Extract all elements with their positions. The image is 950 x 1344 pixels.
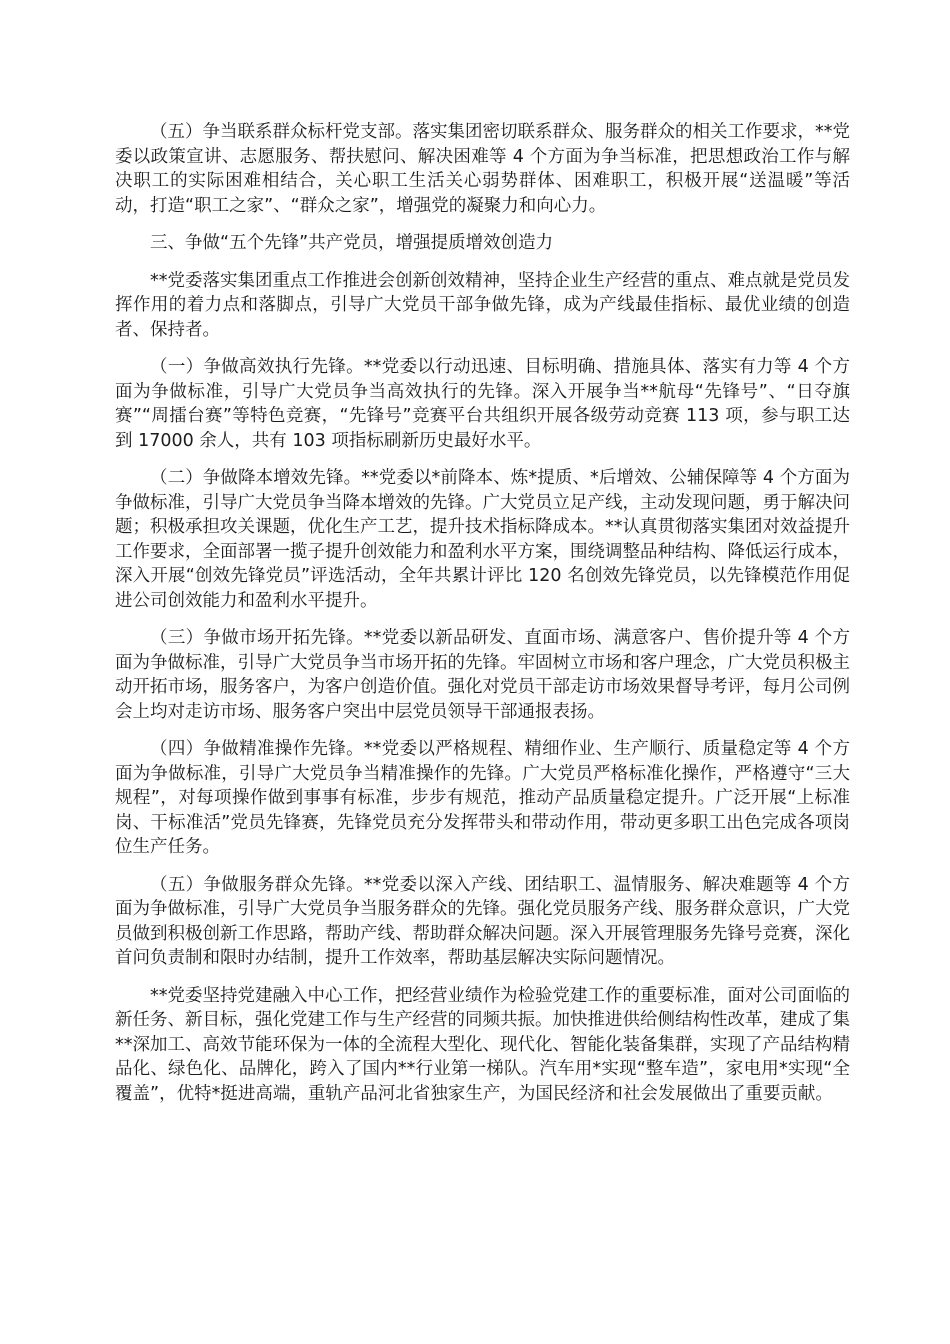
paragraph-five-serve-masses: （五）争做服务群众先锋。**党委以深入产线、团结职工、温情服务、解决难题等 4 个方面为争做标准，引导广大党员争当服务群众的先锋。强化党员服务产线、服务群众意识，广大党员做到积极创新工作思路，帮助产线、帮助群众解决问题。深入开展管理服务先锋号竞赛，深化首问负责制和限时办结制，提升工作效率，帮助基层解决实际问题情况。: [115, 874, 850, 968]
paragraph-one-efficient-execution: （一）争做高效执行先锋。**党委以行动迅速、目标明确、措施具体、落实有力等 4 个方面为争做标准，引导广大党员争当高效执行的先锋。深入开展争当**航母“先锋号”、“日夺旗赛”“周擂台赛”等特色竞赛，“先锋号”竞赛平台共组织开展各级劳动竞赛 113 项，参与职工达到 17000 余人，共有 103 项指标刷新历史最好水平。: [115, 357, 850, 451]
document-body: [115, 120, 850, 1119]
paragraph-three-market-expansion: （三）争做市场开拓先锋。**党委以新品研发、直面市场、满意客户、售价提升等 4 个方面为争做标准，引导广大党员争当市场开拓的先锋。牢固树立市场和客户理念，广大党员积极主动开拓市场，服务客户，为客户创造价值。强化对党员干部走访市场效果督导考评，每月公司例会上均对走访市场、服务客户突出中层党员领导干部通报表扬。: [115, 628, 850, 722]
section-heading-three: 三、争做“五个先锋”共产党员，增强提质增效创造力: [150, 233, 554, 253]
paragraph-intro-five-pioneers: **党委落实集团重点工作推进会创新创效精神，坚持企业生产经营的重点、难点就是党员发挥作用的着力点和落脚点，引导广大党员干部争做先锋，成为产线最佳指标、最优业绩的创造者、保持者。: [115, 270, 850, 340]
paragraph-two-cost-reduction: （二）争做降本增效先锋。**党委以*前降本、炼*提质、*后增效、公辅保障等 4 个方面为争做标准，引导广大党员争当降本增效的先锋。广大党员立足产线，主动发现问题，勇于解决问题；积极承担攻关课题，优化生产工艺，提升技术指标降成本。**认真贯彻落实集团对效益提升工作要求，全面部署一揽子提升创效能力和盈利水平方案，围绕调整品种结构、降低运行成本，深入开展“创效先锋党员”评选活动，全年共累计评比 120 名创效先锋党员，以先锋模范作用促进公司创效能力和盈利水平提升。: [115, 468, 850, 611]
paragraph-four-precise-operation: （四）争做精准操作先锋。**党委以严格规程、精细作业、生产顺行、质量稳定等 4 个方面为争做标准，引导广大党员争当精准操作的先锋。广大党员严格标准化操作，严格遵守“三大规程”，对每项操作做到事事有标准，步步有规范，推动产品质量稳定提升。广泛开展“上标准岗、干标准活”党员先锋赛，先锋党员充分发挥带头和带动作用，带动更多职工出色完成各项岗位生产任务。: [115, 739, 850, 857]
paragraph-conclusion: **党委坚持党建融入中心工作，把经营业绩作为检验党建工作的重要标准，面对公司面临的新任务、新目标，强化党建工作与生产经营的同频共振。加快推进供给侧结构性改革，建成了集**深加工、高效节能环保为一体的全流程大型化、现代化、智能化装备集群，实现了产品结构精品化、绿色化、品牌化，跨入了国内**行业第一梯队。汽车用*实现“整车造”，家电用*实现“全覆盖”，优特*挺进高端，重轨产品河北省独家生产，为国民经济和社会发展做出了重要贡献。: [115, 985, 850, 1104]
paragraph-five-contact-masses: （五）争当联系群众标杆党支部。落实集团密切联系群众、服务群众的相关工作要求，**党委以政策宣讲、志愿服务、帮扶慰问、解决困难等 4 个方面为争当标准，把思想政治工作与解决职工的实际困难相结合，关心职工生活关心弱势群体、困难职工，积极开展“送温暖”等活动，打造“职工之家”、“群众之家”，增强党的凝聚力和向心力。: [115, 122, 850, 216]
